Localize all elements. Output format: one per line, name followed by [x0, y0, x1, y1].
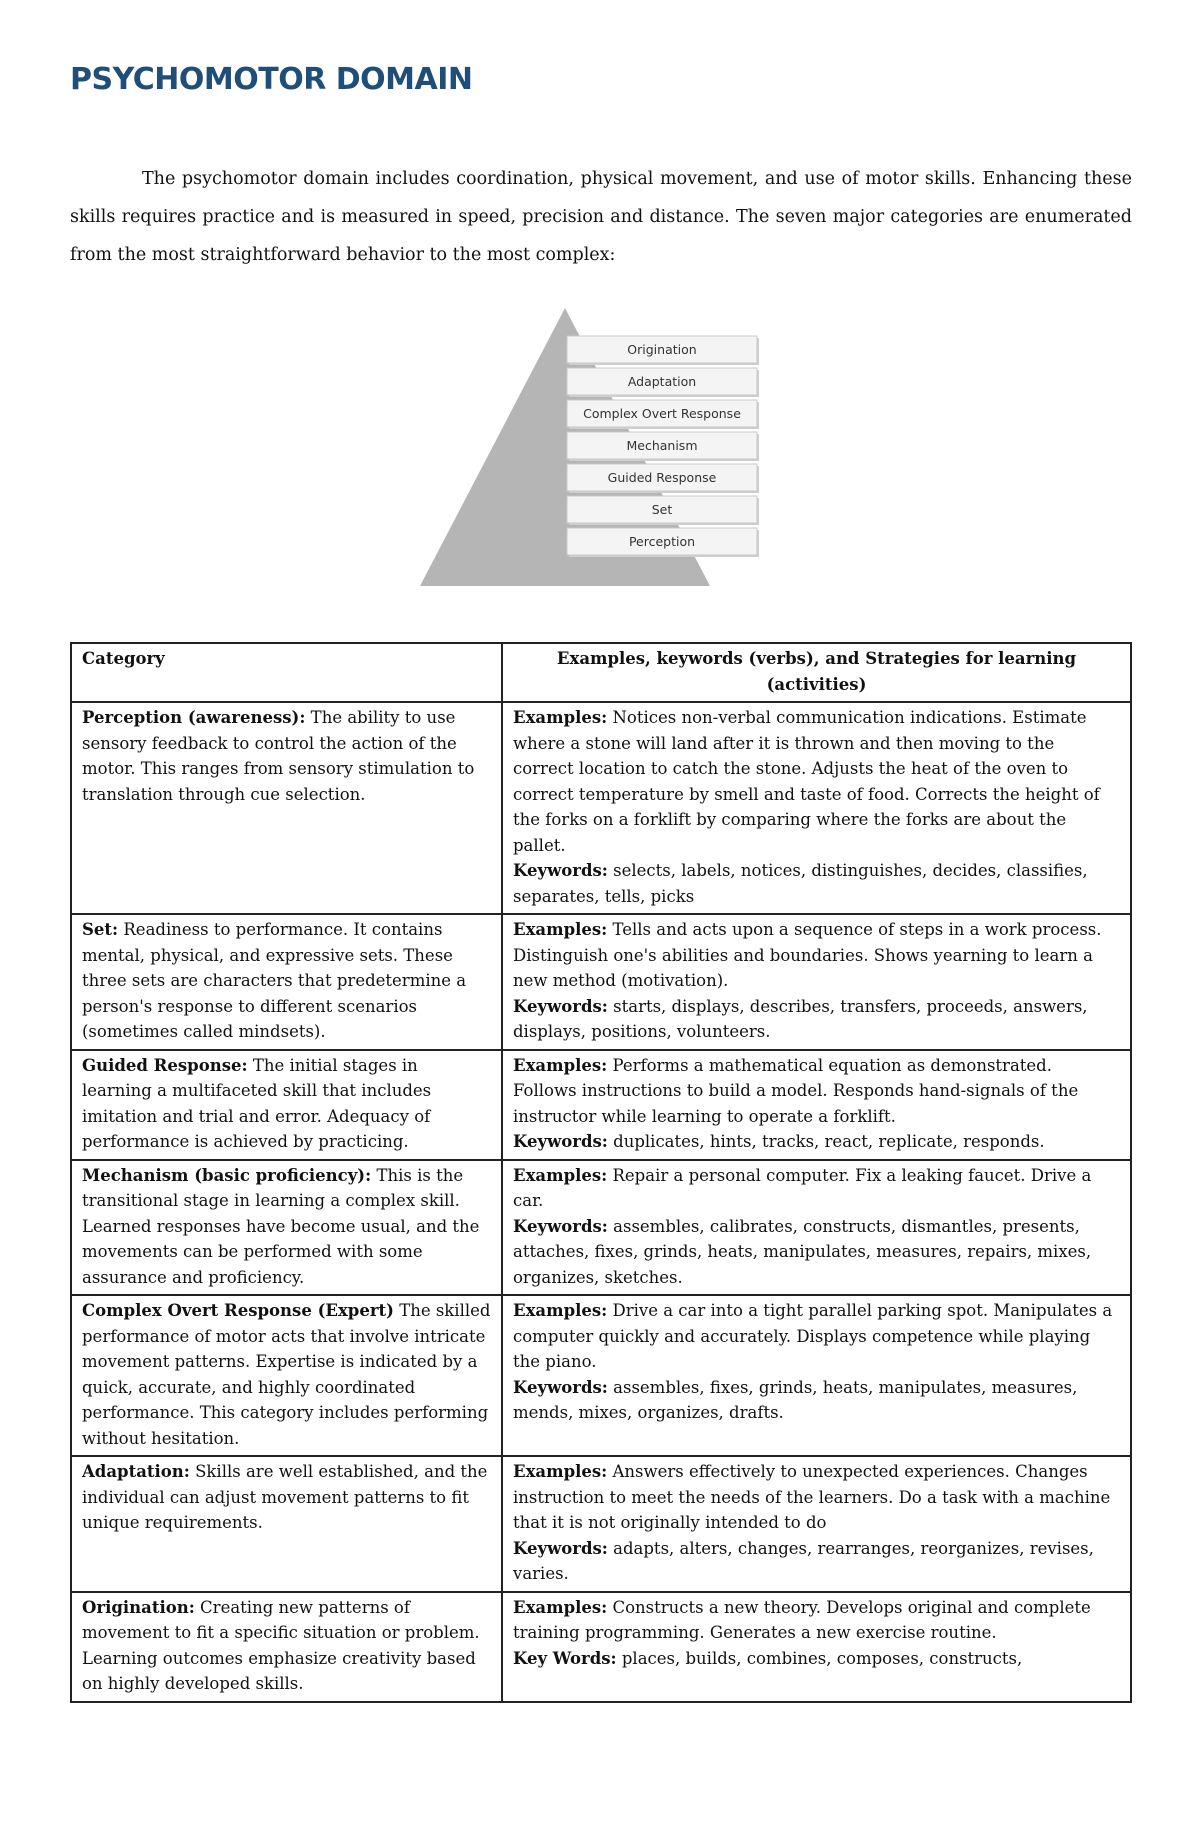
category-description: Readiness to performance. It contains mental, physical, and expressive sets. These three sets are characters that predetermine a person's response to different scenarios (sometimes called mindsets). — [82, 920, 467, 1041]
examples-text: Performs a mathematical equation as demonstrated. Follows instructions to build a model. Responds hand-signals of the instructor while learning to operate a forklift. — [513, 1055, 1079, 1126]
examples-block — [513, 1298, 1120, 1375]
examples-label: Examples: — [513, 920, 608, 939]
keywords-block — [513, 1375, 1120, 1426]
pyramid-level-label: Guided Response — [607, 470, 717, 485]
category-description: Skills are well established, and the individual can adjust movement patterns to fit unique requirements. — [82, 1462, 488, 1532]
pyramid-level — [567, 400, 759, 429]
keywords-block — [513, 1214, 1120, 1291]
category-name: Adaptation: — [82, 1462, 190, 1481]
keywords-label: Key Words: — [513, 1648, 617, 1668]
category-name: Perception (awareness): — [82, 708, 306, 727]
pyramid-level — [567, 336, 759, 365]
examples-cell — [502, 1592, 1131, 1702]
keywords-label: Keywords: — [513, 861, 608, 880]
examples-label: Examples: — [513, 1597, 608, 1617]
category-name: Mechanism (basic proficiency): — [82, 1165, 372, 1185]
examples-block — [513, 705, 1120, 858]
examples-block — [513, 1595, 1120, 1646]
header-examples: Examples, keywords (verbs), and Strategies for learning (activities) — [502, 643, 1131, 702]
keywords-label: Keywords: — [513, 1377, 608, 1397]
pyramid-level — [567, 464, 759, 493]
table-row — [71, 1160, 1131, 1296]
category-name: Complex Overt Response (Expert) — [82, 1301, 394, 1320]
pyramid-level-label: Set — [651, 502, 673, 517]
table-row — [71, 1456, 1131, 1592]
page-title: PSYCHOMOTOR DOMAIN — [70, 62, 473, 97]
psychomotor-table — [70, 642, 1132, 1703]
pyramid-level — [567, 432, 759, 461]
keywords-label: Keywords: — [513, 1538, 608, 1558]
keywords-block — [513, 994, 1120, 1045]
table-row — [71, 914, 1131, 1050]
examples-text: Constructs a new theory. Develops original and complete training programming. Generates a new exercise routine. — [513, 1597, 1091, 1642]
category-description: The initial stages in learning a multifaceted skill that includes imitation and trial and error. Adequacy of performance is achieved by practicing. — [82, 1055, 432, 1151]
examples-cell — [502, 1050, 1131, 1160]
pyramid-level-label: Mechanism — [626, 438, 698, 453]
examples-cell — [502, 1160, 1131, 1296]
keywords-block — [513, 858, 1120, 909]
category-cell — [71, 1592, 502, 1702]
keywords-label: Keywords: — [513, 1216, 608, 1236]
keywords-label: Keywords: — [513, 1132, 608, 1151]
keywords-text: adapts, alters, changes, rearranges, reorganizes, revises, varies. — [513, 1538, 1094, 1583]
category-cell — [71, 1160, 502, 1296]
keywords-text: selects, labels, notices, distinguishes, decides, classifies, separates, tells, picks — [513, 861, 1088, 906]
header-category: Category — [71, 643, 502, 702]
table-header-row — [71, 643, 1131, 702]
keywords-text: duplicates, hints, tracks, react, replicate, responds. — [607, 1132, 1045, 1151]
category-description: Creating new patterns of movement to fit a specific situation or problem. Learning outcomes emphasize creativity based on highly developed skills. — [82, 1597, 480, 1693]
pyramid-diagram — [420, 308, 760, 588]
examples-cell — [502, 1456, 1131, 1592]
pyramid-level-label: Perception — [628, 534, 696, 549]
category-description: The ability to use sensory feedback to control the action of the motor. This ranges from sensory stimulation to translation through cue selection. — [82, 708, 475, 804]
table-row — [71, 702, 1131, 914]
pyramid-level — [567, 368, 759, 397]
examples-label: Examples: — [513, 1301, 608, 1320]
pyramid-level-label: Origination — [627, 342, 697, 357]
examples-label: Examples: — [513, 1055, 608, 1075]
keywords-block — [513, 1646, 1120, 1672]
table-row — [71, 1592, 1131, 1702]
table-row — [71, 1050, 1131, 1160]
keywords-text: places, builds, combines, composes, constructs, — [616, 1648, 1023, 1668]
examples-block — [513, 1459, 1120, 1536]
pyramid-level — [567, 496, 759, 525]
category-name: Guided Response: — [82, 1055, 248, 1075]
examples-text: Notices non-verbal communication indications. Estimate where a stone will land after it is thrown and then moving to the correct location to catch the stone. Adjusts the heat of the oven to correct temperature by smell and taste of food. Corrects the height of the forks on a forklift by comparing where the forks are about the pallet. — [513, 708, 1100, 855]
examples-cell — [502, 1295, 1131, 1456]
examples-text: Tells and acts upon a sequence of steps in a work process. Distinguish one's abilities and boundaries. Shows yearning to learn a new method (motivation). — [513, 920, 1102, 990]
category-description: The skilled performance of motor acts that involve intricate movement patterns. Expertise is indicated by a quick, accurate, and highly coordinated performance. This category includes performing without hesitation. — [82, 1301, 491, 1448]
examples-block — [513, 1163, 1120, 1214]
category-name: Set: — [82, 920, 119, 939]
examples-label: Examples: — [513, 1462, 608, 1481]
table-row — [71, 1295, 1131, 1456]
category-cell — [71, 702, 502, 914]
examples-text: Drive a car into a tight parallel parking spot. Manipulates a computer quickly and accurately. Displays competence while playing the piano. — [513, 1301, 1113, 1371]
category-cell — [71, 1050, 502, 1160]
examples-label: Examples: — [513, 1165, 608, 1185]
keywords-block — [513, 1129, 1120, 1155]
category-name: Origination: — [82, 1597, 195, 1617]
examples-cell — [502, 702, 1131, 914]
examples-cell — [502, 914, 1131, 1050]
keywords-text: assembles, fixes, grinds, heats, manipulates, measures, mends, mixes, organizes, drafts. — [513, 1377, 1078, 1422]
keywords-text: assembles, calibrates, constructs, dismantles, presents, attaches, fixes, grinds, heats, manipulates, measures, repairs, mixes, organizes, sketches. — [513, 1216, 1092, 1287]
pyramid-level-label: Adaptation — [627, 374, 697, 389]
examples-block — [513, 1053, 1120, 1130]
examples-text: Answers effectively to unexpected experiences. Changes instruction to meet the needs of the learners. Do a task with a machine that it is not originally intended to do — [513, 1462, 1111, 1532]
category-cell — [71, 914, 502, 1050]
category-cell — [71, 1456, 502, 1592]
intro-paragraph: The psychomotor domain includes coordination, physical movement, and use of motor skills. Enhancing these skills requires practice and is measured in speed, precision and distance. The seven major categories are enumerated from the most straightforward behavior to the most complex: — [70, 169, 1132, 265]
examples-block — [513, 917, 1120, 994]
category-description: This is the transitional stage in learning a complex skill. Learned responses have become usual, and the movements can be performed with some assurance and proficiency. — [82, 1165, 480, 1287]
pyramid-level — [567, 528, 759, 557]
category-cell — [71, 1295, 502, 1456]
pyramid-level-label: Complex Overt Response — [583, 406, 741, 421]
keywords-block — [513, 1536, 1120, 1587]
examples-label: Examples: — [513, 708, 608, 727]
keywords-text: starts, displays, describes, transfers, proceeds, answers, displays, positions, volunteers. — [513, 996, 1088, 1041]
examples-text: Repair a personal computer. Fix a leaking faucet. Drive a car. — [513, 1165, 1092, 1210]
keywords-label: Keywords: — [513, 996, 608, 1016]
